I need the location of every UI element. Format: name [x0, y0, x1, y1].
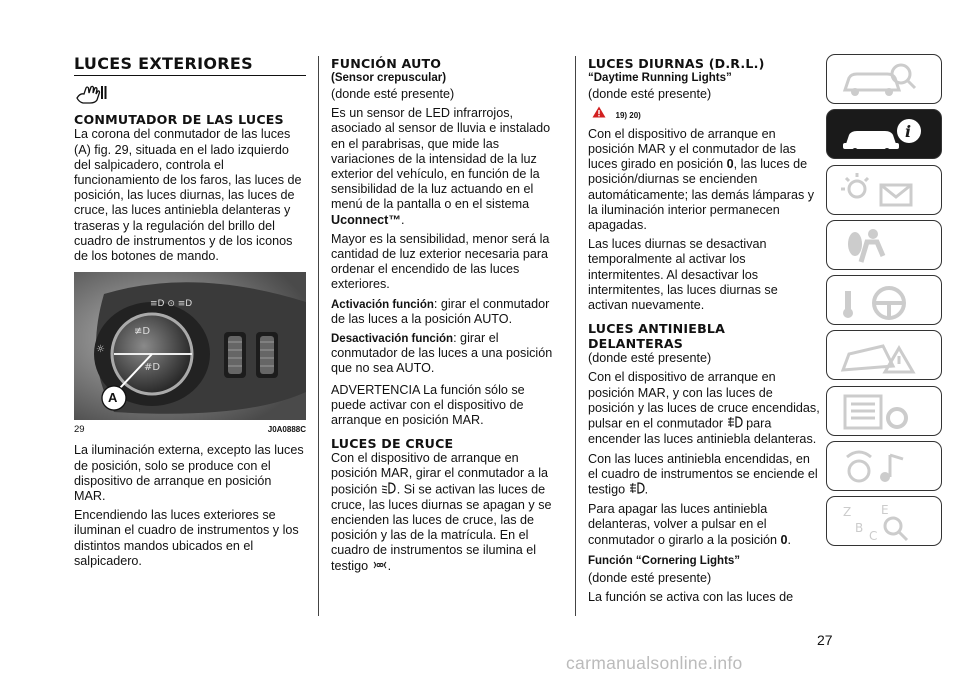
paragraph: La iluminación externa, excepto las luces de posición, solo se produce con el dispositivo de arranque en posición MAR.: [74, 443, 304, 504]
position-value: 0: [780, 532, 788, 547]
paragraph: Encendiendo las luces exteriores se iluminan el cuadro de instrumentos y los distintos mandos ubicados en el salpicadero.: [74, 508, 299, 568]
svg-text:E: E: [881, 503, 889, 518]
figure-number: 29: [74, 424, 85, 436]
figure-callout-label: A: [108, 390, 118, 406]
text: .: [387, 558, 392, 573]
text: .: [787, 532, 792, 547]
text: : girar el conmutador de las luces a la posición AUTO.: [331, 296, 550, 326]
svg-text:C: C: [869, 529, 878, 543]
warning-light-icon: [837, 171, 933, 211]
label: Activación función: [331, 298, 434, 311]
subsection-title: CONMUTADOR DE LAS LUCES: [74, 112, 284, 128]
section-title: LUCES DIURNAS (D.R.L.): [588, 56, 765, 71]
section-title: LUCES EXTERIORES: [74, 56, 306, 76]
car-emergency-icon: [837, 336, 933, 376]
column-left: [74, 56, 306, 573]
paragraph: [331, 331, 563, 377]
page-number: 27: [817, 632, 833, 648]
warning-paragraph: ADVERTENCIA La función sólo se puede activar con el dispositivo de arranque en posición MAR.: [331, 382, 525, 428]
svg-text:≡D ⊙ ≡D: ≡D ⊙ ≡D: [150, 299, 193, 310]
paragraph: [588, 502, 820, 548]
warning-triangle-icon: [592, 106, 606, 122]
section-title: LUCES DE CRUCE: [331, 436, 454, 452]
paragraph: [331, 106, 563, 228]
chapter-tabs: [826, 54, 942, 552]
tab-car-search[interactable]: [826, 54, 942, 104]
paragraph: Las luces diurnas se desactivan temporalmente al activar los intermitentes. Al desactivar los intermitentes, las luces diurnas se activan nuevamente.: [588, 237, 778, 313]
position-value: 0: [726, 157, 734, 172]
column-divider: [318, 56, 319, 616]
light-switch-photo: [74, 272, 306, 420]
front-fog-light-icon: [727, 416, 743, 432]
paragraph: (donde esté presente): [588, 351, 712, 366]
hand-press-icon: [74, 84, 306, 108]
text: Con las luces antiniebla encendidas, en el cuadro de instrumentos se enciende el testigo: [588, 451, 818, 497]
tab-maintenance[interactable]: [826, 386, 942, 436]
position-lights-icon: [372, 559, 388, 574]
tab-car-info[interactable]: [826, 109, 942, 159]
note-references: 19) 20): [615, 110, 641, 120]
subsection-title: Función “Cornering Lights”: [588, 554, 741, 567]
subsection-title: “Daytime Running Lights”: [588, 72, 732, 84]
media-icon: [837, 447, 933, 487]
label: Desactivación función: [331, 333, 454, 346]
text: para encender las luces antiniebla delanteras.: [588, 416, 817, 447]
tab-starting-driving[interactable]: [826, 275, 942, 325]
column-divider: [575, 56, 576, 616]
paragraph: (donde esté presente): [588, 87, 712, 101]
svg-text:≢D: ≢D: [134, 326, 151, 338]
paragraph: La corona del conmutador de las luces (A) fig. 29, situada en el lado izquierdo del salpicadero, controla el funcionamiento de los faros, las luces de posición, las luces diurnas, las luces de cruce, las luces antiniebla delanteras y traseras y la regulación del brillo del cuadro de instrumentos y de los iconos de los botones de mando.: [74, 127, 302, 264]
section-title: FUNCIÓN AUTO: [331, 56, 442, 71]
paragraph: (donde esté presente): [331, 87, 455, 101]
car-search-icon: [837, 60, 933, 100]
section-title: LUCES ANTINIEBLA DELANTERAS: [588, 321, 726, 352]
maintenance-list-icon: [837, 392, 933, 432]
watermark: carmanualsonline.info: [566, 653, 743, 673]
text: .: [644, 482, 649, 497]
tab-multimedia[interactable]: [826, 441, 942, 491]
steering-wheel-icon: [837, 281, 933, 321]
paragraph: [588, 127, 820, 233]
paragraph: (donde esté presente): [588, 570, 712, 585]
front-fog-light-icon: [629, 482, 645, 498]
text: Con el dispositivo de arranque en posición MAR y el conmutador de las luces girado en posición: [588, 126, 796, 172]
airbag-person-icon: [837, 226, 933, 266]
alphabet-index-icon: [837, 502, 933, 542]
text: Con el dispositivo de arranque en posición MAR, girar el conmutador a la posición: [331, 451, 548, 497]
paragraph: [331, 451, 563, 574]
paragraph: La función se activa con las luces de: [588, 589, 794, 604]
figure-code: J0A0888C: [267, 425, 306, 435]
paragraph: [331, 297, 563, 327]
paragraph: Mayor es la sensibilidad, menor será la cantidad de luz exterior necesaria para ordenar el encendido de las luces exteriores.: [331, 231, 550, 292]
text: .: [400, 212, 405, 227]
notes-row: [592, 106, 820, 123]
column-right: [588, 56, 820, 609]
tab-emergency[interactable]: [826, 330, 942, 380]
text: : girar el conmutador de las luces a una posición que no sea AUTO.: [331, 331, 553, 376]
car-info-icon: [837, 115, 933, 155]
paragraph: [588, 370, 820, 447]
text: Con el dispositivo de arranque en posición MAR, y con las luces de posición y las luces de cruce encendidas, pulsar en el conmutador: [588, 370, 820, 431]
svg-text:#D: #D: [144, 362, 161, 374]
text: , las luces de posición/diurnas se encienden automáticamente; las demás lámparas y la iluminación interior permanecen apagadas.: [588, 157, 815, 233]
brand-name: Uconnect™: [331, 212, 401, 227]
svg-text:☼: ☼: [96, 344, 105, 356]
column-middle: [331, 56, 563, 578]
text: Para apagar las luces antiniebla delanteras, volver a pulsar en el conmutador o girarlo a la posición: [588, 502, 781, 547]
tab-safety[interactable]: [826, 220, 942, 270]
figure-caption: [74, 422, 306, 437]
tab-index[interactable]: [826, 496, 942, 546]
svg-text:i: i: [905, 122, 912, 142]
svg-text:B: B: [855, 521, 864, 536]
svg-text:Z: Z: [843, 505, 852, 520]
tab-warning-lights[interactable]: [826, 165, 942, 215]
text: Es un sensor de LED infrarrojos, asociado al sensor de lluvia e instalado en el parabrisas, que mide las variaciones de la intensidad de la luz exterior del vehículo, en función de la sensibilidad de la luz actuando en el menú de la pantalla o en el sistema: [331, 106, 551, 212]
subsection-title: (Sensor crepuscular): [331, 72, 447, 84]
low-beam-icon: [381, 482, 397, 498]
paragraph: [588, 452, 820, 499]
text: . Si se activan las luces de cruce, las luces diurnas se apagan y se encienden las luces de cruce, las de posición y las de la matrícula. En el cuadro de instrumentos se ilumina el testigo: [331, 482, 552, 573]
